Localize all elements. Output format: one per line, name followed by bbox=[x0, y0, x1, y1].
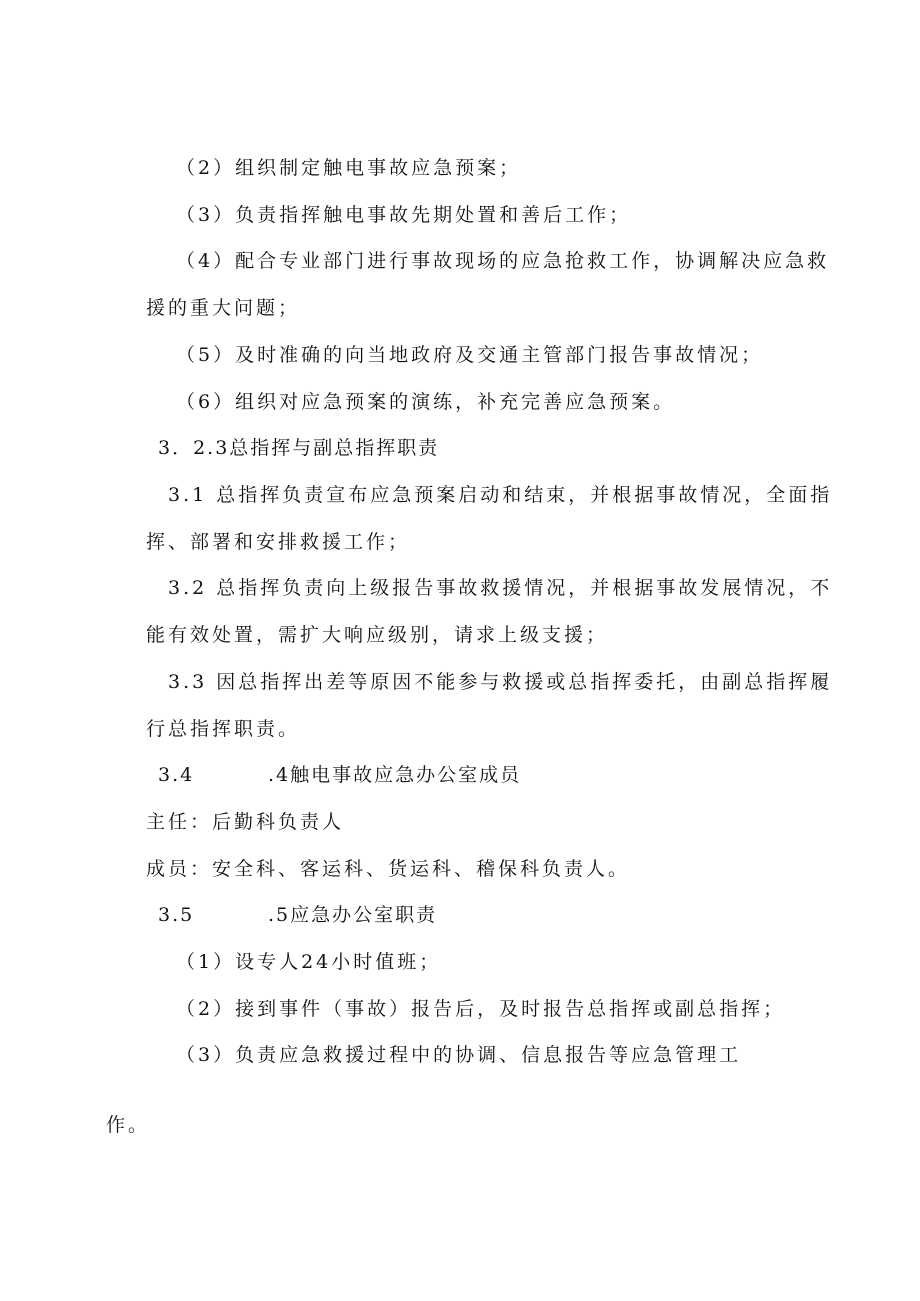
paragraph-line: （3）负责应急救援过程中的协调、信息报告等应急管理工 bbox=[176, 1044, 742, 1066]
section-heading: 3．2.3总指挥与副总指挥职责 bbox=[158, 437, 440, 459]
paragraph-line: （6）组织对应急预案的演练，补充完善应急预案。 bbox=[176, 391, 676, 413]
section-number: 3.4 bbox=[158, 764, 195, 786]
paragraph-line: （3）负责指挥触电事故先期处置和善后工作； bbox=[176, 204, 632, 226]
paragraph-line: （2）组织制定触电事故应急预案； bbox=[176, 157, 522, 179]
section-heading: .4触电事故应急办公室成员 bbox=[268, 764, 522, 786]
paragraph-line: 主任：后勤科负责人 bbox=[146, 811, 345, 833]
section-number: 3.5 bbox=[158, 904, 195, 926]
paragraph-line: 3.3 因总指挥出差等原因不能参与救援或总指挥委托，由副总指挥履 bbox=[168, 671, 833, 693]
paragraph-line: （2）接到事件（事故）报告后，及时报告总指挥或副总指挥； bbox=[176, 998, 786, 1020]
section-heading: .5应急办公室职责 bbox=[268, 904, 438, 926]
paragraph-line: 能有效处置，需扩大响应级别，请求上级支援； bbox=[146, 624, 609, 646]
paragraph-line: （1）设专人24小时值班； bbox=[176, 951, 442, 973]
paragraph-line: （4）配合专业部门进行事故现场的应急抢救工作，协调解决应急救 bbox=[176, 250, 830, 272]
paragraph-line: 3.1 总指挥负责宣布应急预案启动和结束，并根据事故情况，全面指 bbox=[168, 484, 833, 506]
paragraph-line: 作。 bbox=[106, 1114, 151, 1136]
paragraph-line: 行总指挥职责。 bbox=[146, 718, 301, 740]
paragraph-line: 成员：安全科、客运科、货运科、稽保科负责人。 bbox=[146, 858, 631, 880]
paragraph-line: 3.2 总指挥负责向上级报告事故救援情况，并根据事故发展情况，不 bbox=[168, 577, 833, 599]
paragraph-line: 挥、部署和安排救援工作； bbox=[146, 531, 411, 553]
paragraph-line: （5）及时准确的向当地政府及交通主管部门报告事故情况； bbox=[176, 344, 764, 366]
paragraph-line: 援的重大问题； bbox=[146, 297, 301, 319]
